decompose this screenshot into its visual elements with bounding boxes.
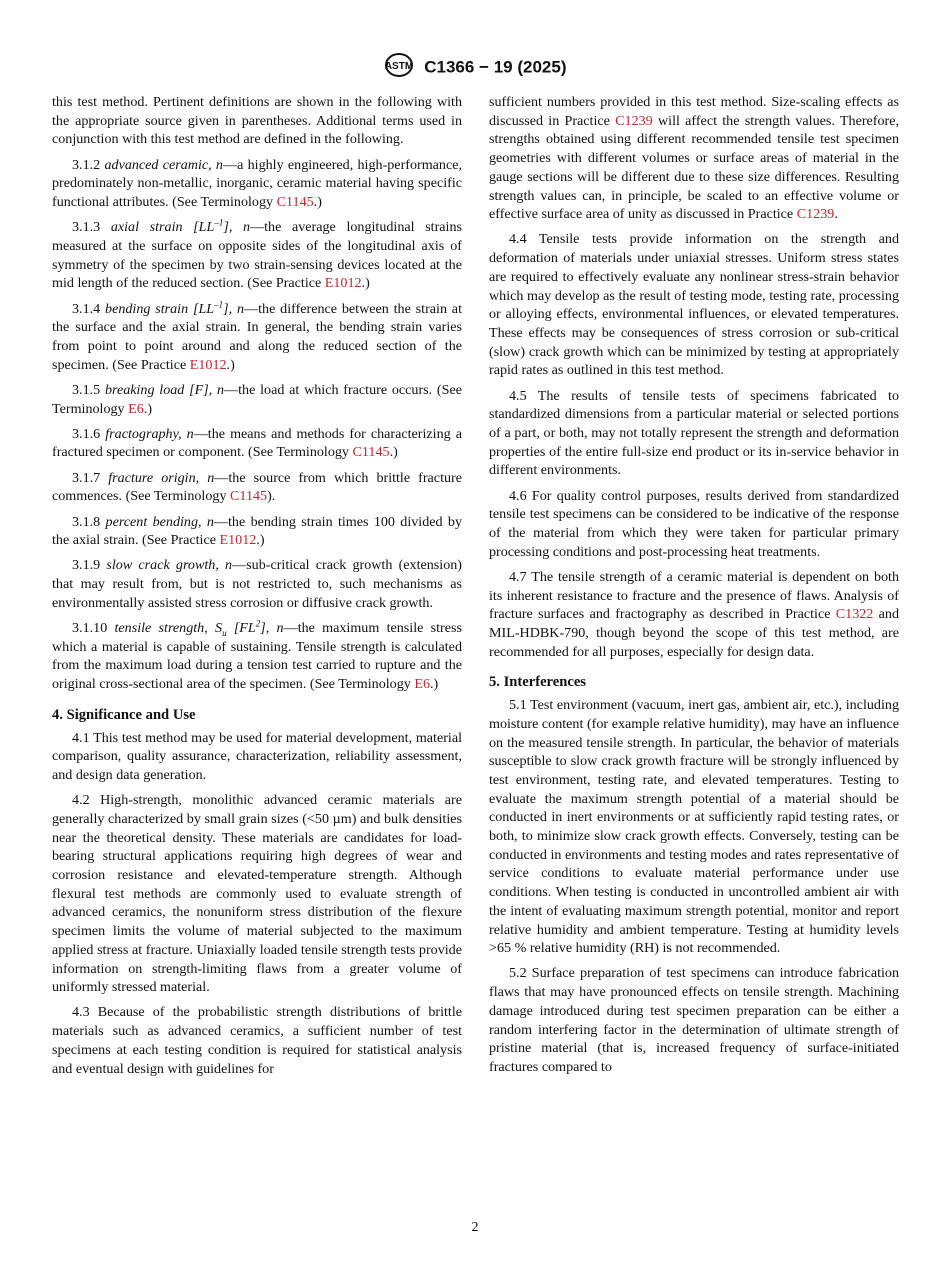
paragraph [489, 964, 899, 1076]
page-number: 2 [471, 1220, 479, 1235]
text-run: —sub-critical crack growth (extension) that may result from, but is not restricted to, such mechanisms as environmentally assisted stress corrosion or diffusive crack growth. [52, 557, 462, 611]
defined-term: axial strain [LL [110, 219, 215, 236]
text-run: this test method. Pertinent definitions are shown in the following with the appropriate source given in parentheses. Additional terms used in conjunction with this test method are defined in the following. [52, 94, 462, 148]
paragraph [52, 729, 462, 785]
reference-link[interactable]: C1145 [276, 194, 314, 211]
defined-term: breaking load [F], n [104, 381, 225, 398]
paragraph [489, 230, 899, 380]
defined-term: ], n [260, 620, 284, 637]
text-run: 4. Significance and Use [52, 706, 196, 723]
text-run: 4.5 The results of tensile tests of specimens fabricated to standardized dimensions from a particular material or selected portions of a part, or both, may not totally represent the strength and deformation properties of the entire full-size end product or its in-service behavior in different environments. [489, 387, 899, 479]
defined-term: ], n [223, 219, 251, 236]
paragraph [52, 791, 462, 997]
text-run: 5.2 Surface preparation of test specimens can introduce fabrication flaws that may have pronounced effects on tensile strength. Machining damage introduced during test specimen preparation can be either a random interfering factor in the determination of ultimate strength of pristine material (that is, increased frequency of surface-initiated fractures compared to [489, 965, 899, 1075]
paragraph [52, 619, 462, 694]
paragraph [52, 156, 462, 212]
text-run: and MIL-HDBK-790, though beyond the scope of this test method, are recommended for all purposes, especially for design data. [489, 606, 900, 660]
superscript: –1 [214, 298, 224, 309]
text-run: 3.1.8 [72, 513, 106, 530]
paragraph [489, 387, 899, 481]
text-run: 4.1 This test method may be used for material development, material comparison, quality assurance, characterization, reliability assessment, and design data generation. [52, 729, 462, 783]
paragraph [52, 513, 462, 550]
svg-text:ASTM: ASTM [384, 61, 413, 72]
defined-term: advanced ceramic, n [104, 156, 223, 173]
paragraph [489, 487, 899, 562]
paragraph [52, 556, 462, 612]
text-run: 3.1.6 [72, 425, 106, 442]
superscript: –1 [214, 217, 224, 228]
text-run: 3.1.10 [72, 620, 115, 637]
text-run: 4.7 The tensile strength of a ceramic material is dependent on both its inherent resistance to fracture and the presence of flaws. Analysis of fracture surfaces and fractography as described in Practice [489, 568, 899, 623]
reference-link[interactable]: C1239 [615, 112, 653, 129]
text-run: .) [389, 444, 398, 461]
defined-term: bending strain [LL [105, 300, 215, 317]
paragraph [52, 425, 462, 462]
text-run: —the difference between the strain at the surface and the axial strain. In general, the bending strain varies from point to point around and along the reduced section of the specimen. (See Practice [52, 300, 462, 373]
paragraph [52, 300, 462, 375]
text-run: sufficient numbers provided in this test method. Size-scaling effects as discussed in Practice [489, 94, 899, 129]
paragraph [52, 381, 462, 418]
reference-link[interactable]: E6 [414, 676, 430, 693]
paragraph [52, 1003, 462, 1078]
text-run: .) [361, 275, 370, 292]
paragraph [489, 568, 899, 662]
text-run: ). [267, 488, 276, 505]
text-run: 3.1.9 [72, 557, 107, 574]
subscript: u [222, 627, 227, 638]
reference-link[interactable]: E1012 [219, 532, 257, 549]
text-run: will affect the strength values. Therefore, strengths obtained using different recommended tensile test specimen geometries with different volumes or surface areas of material in the gauge sections will be different due to these size differences. Resulting strength values can, in principle, be scaled to an effective volume or effective surface area of unity as discussed in Practice [489, 112, 899, 223]
paragraph [52, 218, 462, 293]
paragraph [489, 696, 899, 958]
text-run: . [834, 206, 838, 223]
text-run: —the load at which fracture occurs. (See Terminology [52, 381, 462, 417]
text-run: —the maximum tensile stress which a material is capable of sustaining. Tensile strength is calculated from the maximum load during a tension test carried to rupture and the original cross-sectional area of the specimen. (See Terminology [52, 620, 462, 693]
text-run: —the bending strain times 100 divided by the axial strain. (See Practice [52, 513, 462, 549]
reference-link[interactable]: C1145 [230, 488, 268, 505]
text-run: .) [143, 400, 153, 417]
right-column [489, 93, 899, 1083]
astm-logo-icon [384, 52, 414, 83]
text-run: 3.1.3 [72, 219, 111, 236]
text-run: .) [256, 532, 265, 549]
text-run: 3.1.4 [72, 300, 106, 317]
text-run: 3.1.7 [72, 469, 109, 486]
text-run: 4.6 For quality control purposes, results derived from standardized tensile test specimens can be considered to be indicative of the response of the material from which they were taken for particular primary processing conditions and post-processing heat treatments. [489, 487, 899, 560]
defined-term: tensile strength, S [114, 620, 223, 637]
defined-term: [FL [226, 620, 256, 637]
text-run: —the means and methods for characterizing a fractured specimen or component. (See Terminology [52, 425, 462, 461]
text-run: 4.4 Tensile tests provide information on the strength and deformation of materials under uniaxial stresses. Uniform stress states are required to effectively evaluate any nonlinear stress-strain behavior which may develop as the result of testing mode, testing rate, processing or alloying effects, environmental influences, or elevated temperatures. These effects may be consequences of stress corrosion or sub-critical (slow) crack growth which can be minimized by testing at appropriately rapid rates as outlined in this test method. [489, 231, 899, 379]
defined-term: fracture origin, n [108, 469, 215, 486]
section-heading [489, 673, 899, 692]
defined-term: slow crack growth, n [106, 557, 233, 574]
reference-link[interactable]: E1012 [324, 275, 362, 292]
reference-link[interactable]: C1322 [835, 606, 874, 623]
page-header [0, 52, 950, 83]
reference-link[interactable]: C1239 [796, 206, 835, 223]
text-run: 4.2 High-strength, monolithic advanced ceramic materials are generally characterized by small grain sizes (<50 µm) and bulk densities near the theoretical density. These materials are candidates for load-bearing structural applications requiring high degrees of wear and corrosion resistance and elevated-temperature strength. Although flexural test methods are commonly used to evaluate strength of advanced ceramics, the nonuniform stress distribution of the flexure specimen limits the volume of material subjected to the maximum applied stress at fracture. Uniaxially loaded tensile strength tests provide information on strength-limiting flaws from a greater volume of uniformly stressed material. [52, 792, 462, 996]
paragraph [489, 93, 899, 224]
text-run: —the average longitudinal strains measured at the surface on opposite sides of the longitudinal axis of symmetry of the specimen by two strain-sensing devices located at the mid length of the reduced section. (See Practice [52, 219, 462, 292]
left-column [52, 93, 462, 1085]
reference-link[interactable]: E6 [128, 400, 144, 417]
text-run: 5. Interferences [489, 674, 586, 691]
section-heading [52, 706, 462, 725]
defined-term: fractography, n [105, 425, 194, 442]
text-run: 3.1.5 [72, 381, 105, 398]
text-run: .) [226, 356, 235, 373]
standard-designation: C1366 − 19 (2025) [424, 57, 567, 77]
text-run: 3.1.2 [72, 156, 105, 173]
superscript: 2 [255, 618, 261, 629]
text-run: .) [313, 194, 322, 211]
defined-term: percent bending, n [105, 513, 214, 530]
paragraph [52, 469, 462, 506]
text-run: .) [430, 676, 439, 693]
text-run: —a highly engineered, high-performance, predominately non-metallic, inorganic, ceramic material having specific functional attributes. (See Terminology [52, 156, 462, 211]
reference-link[interactable]: E1012 [189, 356, 227, 373]
defined-term: ], n [223, 300, 245, 317]
reference-link[interactable]: C1145 [352, 444, 390, 461]
text-run: 4.3 Because of the probabilistic strength distributions of brittle materials such as advanced ceramics, a sufficient number of test specimens at each testing condition is required for statistical analysis and eventual design with guidelines for [52, 1004, 462, 1077]
text-run: —the source from which brittle fracture commences. (See Terminology [52, 469, 462, 505]
paragraph [52, 93, 462, 149]
text-run: 5.1 Test environment (vacuum, inert gas, ambient air, etc.), including moisture content (for example relative humidity), may have an influence on the measured tensile strength. In particular, the behavior of materials susceptible to slow crack growth fracture will be strongly influenced by test environment, testing rate, and elevated temperatures. Testing to evaluate the maximum strength potential of a material should be conducted in inert environments or at sufficiently rapid testing rates, or both, to minimize slow crack growth effects. Conversely, testing can be conducted in environments and testing modes and rates representative of service conditions to evaluate material performance under use conditions. When testing is conducted in uncontrolled ambient air with the intent of evaluating maximum strength potential, monitor and report relative humidity and ambient temperature. Testing at humidity levels >65 % relative humidity (RH) is not recommended. [489, 697, 899, 957]
